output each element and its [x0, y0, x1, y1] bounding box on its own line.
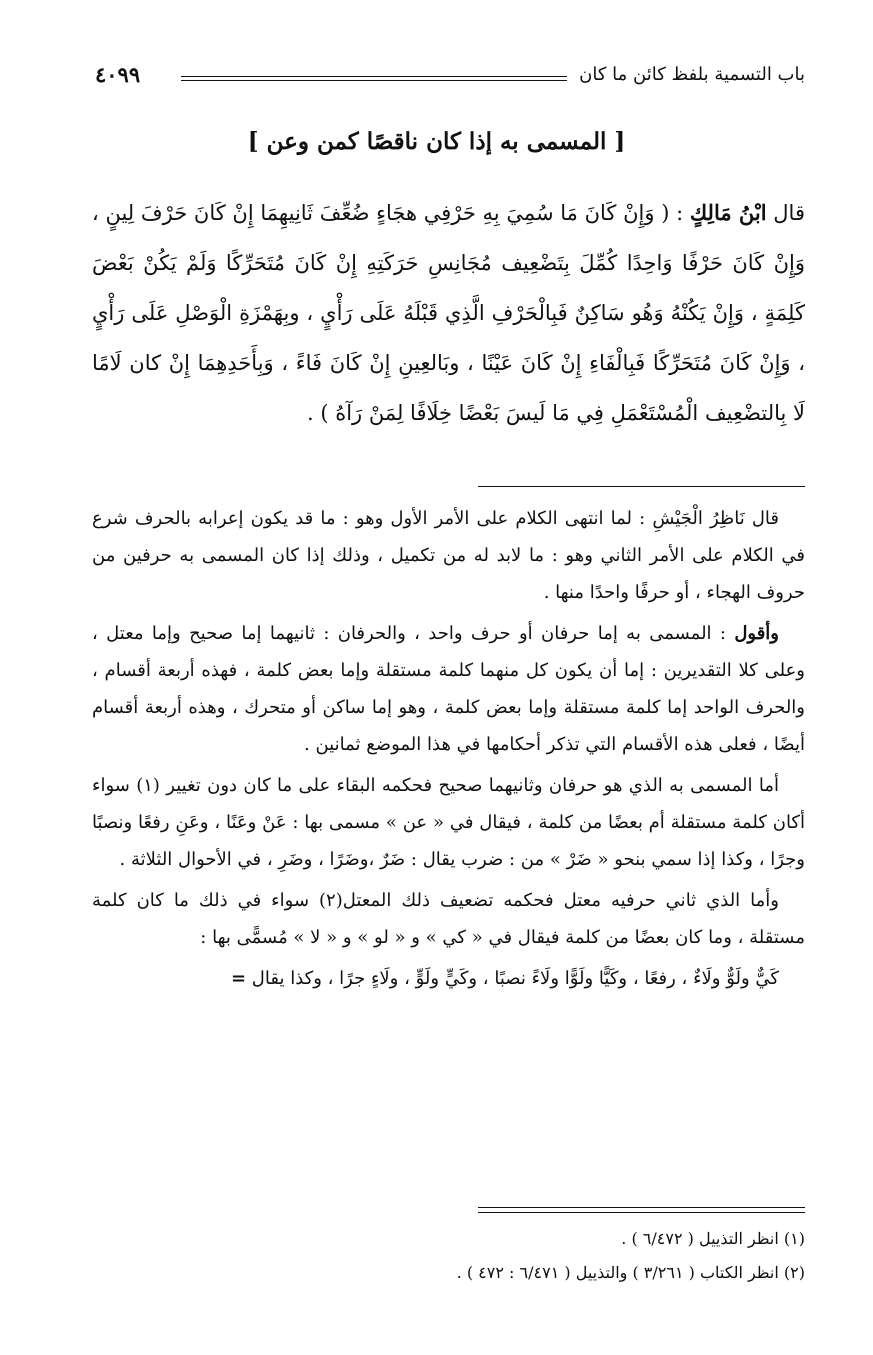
running-header — [95, 62, 805, 92]
author-name: ابْنُ مَالِكٍ — [689, 200, 767, 225]
matn-intro: قال — [766, 201, 805, 225]
section-title: [ المسمى به إذا كان ناقصًا كمن وعن ] — [247, 128, 626, 155]
commentary-intro: قال — [744, 508, 779, 529]
commentary-paragraph — [92, 500, 805, 611]
footnote-1: (١) انظر التذييل ( ٦/٤٧٢ ) . — [621, 1229, 805, 1248]
footnote-2: (٢) انظر الكتاب ( ٣/٢٦١ ) والتذييل ( ٦/٤٧١ : ٤٧٢ ) . — [456, 1263, 805, 1282]
commentary-paragraph: وأما الذي ثاني حرفيه معتل فحكمه تضعيف ذلك المعتل(٢) سواء في ذلك ما كان كلمة مستقلة ، وما كان بعضًا من كلمة فيقال في « كي » و « لو » و « لا » مُسمًّى بها : — [92, 890, 805, 948]
commentary-paragraph — [92, 615, 805, 763]
commentary-text: : المسمى به إما حرفان أو حرف واحد ، والحرفان : ثانيهما إما صحيح وإما معتل ، وعلى كلا التقديرين : إما أن يكون كل منهما كلمة مستقلة وإما بعض كلمة ، فهذه أربعة أقسام ، والحرف الواحد إما كلمة مستقلة وإما بعض كلمة ، وهو إما ساكن أو متحرك ، وهذه أربعة أقسام أيضًا ، فعلى هذه الأقسام التي تذكر أحكامها في هذا الموضع ثمانين . — [92, 623, 805, 755]
matn-body: : ( وَإِنْ كَانَ مَا سُمِيَ بِهِ حَرْفِي هجَاءٍ ضُعِّفَ ثَانِيهِمَا إِنْ كَانَ حَرْفَ لِينٍ ، وَإِنْ كَانَ حَرْفًا وَاحِدًا كُمِّلَ بِتَضْعِيف مُجَانِسِ حَرَكَتِهِ إِنْ كَانَ مُتَحَرِّكًا وَلَمْ يَكُنْ بَعْضَ كَلِمَةٍ ، وَإِنْ يَكُنْهُ وَهُو سَاكِنٌ فَبِالْحَرْفِ الَّذِي قَبْلَهُ عَلَى رَأْيٍ ، وبِهَمْزَةِ الْوَصْلِ عَلَى رَأْيٍ ، وَإِنْ كَانَ مُتَحَرِّكًا فَبِالْفَاءِ إِنْ كَانَ عَيْنًا ، وبَالعِينِ إِنْ كَانَ فَاءً ، وَبِأَحَدِهِمَا إِنْ كان لَامًا لَا بِالتضْعِيف الْمُسْتَعْمَلِ فِي مَا لَيسَ بَعْضًا خِلَافًا لِمَنْ رَآهُ ) . — [92, 201, 805, 425]
commentary-text: كَيٌّ ولَوٌّ ولَاءٌ ، رفعًا ، وكَيًّا ولَوًّا ولَاءً نصبًا ، وكَيٍّ ولَوٍّ ، ولَاءٍ جرًا ، وكذا يقال — [251, 968, 779, 989]
footnote-rule — [478, 1207, 805, 1213]
page-number: ٤٠٩٩ — [95, 62, 141, 87]
commentary-text: : لما انتهى الكلام على الأمر الأول وهو : ما قد يكون إعرابه بالحرف شرع في الكلام على الأمر الثاني وهو : ما لابد له من تكميل ، وذلك إذا كان المسمى به حرفين من حروف الهجاء ، أو حرفًا واحدًا منها . — [92, 508, 805, 603]
commentary-paragraph — [92, 960, 805, 997]
continuation-mark: = — [230, 968, 247, 989]
commentary-paragraph: أما المسمى به الذي هو حرفان وثانيهما صحيح فحكمه البقاء على ما كان دون تغيير (١) سواء أكان كلمة مستقلة أم بعضًا من كلمة ، فيقال في « عن » مسمى بها : عَنْ وعَنًا ، وعَنِ رفعًا ونصبًا وجرًا ، وكذا إذا سمي بنحو « ضَرْ » من : ضرب يقال : ضَرٌ ،وضَرًا ، وضَرِ ، في الأحوال الثلاثة . — [92, 775, 805, 870]
running-title: باب التسمية بلفظ كائن ما كان — [579, 64, 805, 85]
commentary — [92, 500, 805, 1001]
header-rule — [181, 76, 567, 81]
matn-text — [92, 188, 805, 438]
separator-rule — [478, 486, 805, 487]
footnotes — [92, 1222, 805, 1290]
paragraph-lead: وأقول — [734, 623, 779, 644]
commentator-name: نَاظِرُ الْجَيْشِ — [652, 508, 745, 529]
